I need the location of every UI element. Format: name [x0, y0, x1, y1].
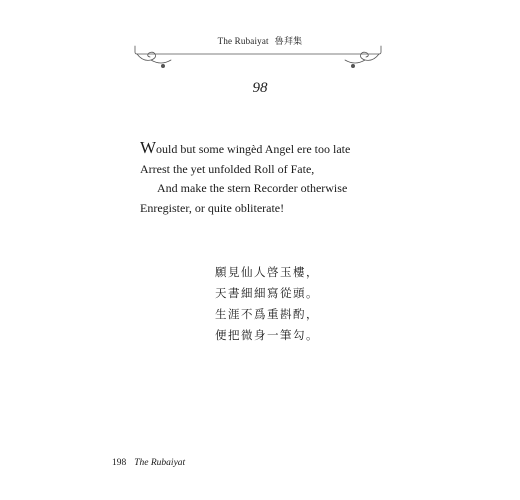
english-line-2: Arrest the yet unfolded Roll of Fate, — [140, 161, 315, 176]
chinese-stanza — [215, 262, 319, 346]
chinese-line-3: 生涯不爲重斟酌， — [215, 307, 319, 321]
ornamental-divider — [133, 44, 383, 74]
english-line-4: Enregister, or quite obliterate! — [140, 200, 285, 215]
drop-cap: W — [140, 138, 157, 157]
header-title-zh: 魯拜集 — [274, 36, 303, 46]
english-line-3: And make the stern Recorder otherwise — [157, 181, 348, 195]
page-footer — [112, 458, 185, 468]
chinese-line-2: 天書細細寫從頭。 — [215, 286, 319, 300]
poem-number: 98 — [252, 80, 268, 96]
chinese-line-4: 便把微身一筆勾。 — [215, 328, 319, 342]
english-line-1 — [140, 140, 350, 160]
english-line-1-text: ould but some wingèd Angel ere too late — [156, 142, 351, 156]
page-number: 198 — [112, 458, 127, 468]
footer-book-title: The Rubaiyat — [134, 458, 186, 468]
english-stanza — [140, 140, 350, 218]
header-title-en: The Rubaiyat — [217, 36, 269, 46]
chinese-line-1: 願見仙人啓玉樓， — [215, 265, 319, 279]
